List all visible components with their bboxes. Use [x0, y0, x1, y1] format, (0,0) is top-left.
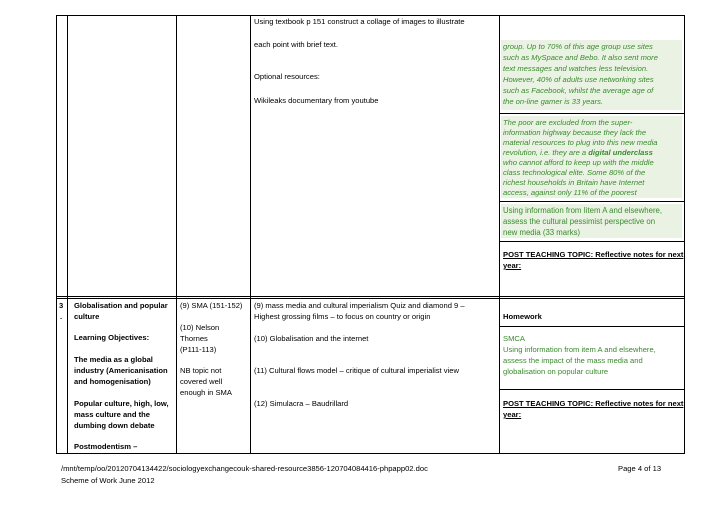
resource-line: Thornes — [180, 334, 208, 343]
resource-line: (10) Nelson — [180, 323, 220, 332]
objective-line: The media as a global — [74, 355, 153, 364]
row2-activity-line: each point with brief text. — [254, 40, 338, 49]
col-line-0 — [56, 15, 57, 454]
row2-resources-label: Optional resources: — [254, 72, 320, 81]
homework-task: globalisation on popular culture — [503, 367, 609, 376]
essay-question-line: assess the cultural pessimist perspective on — [503, 217, 656, 226]
col-line-2 — [176, 15, 177, 454]
essay-question-line: Using information from Iitem A and elsewhere, — [503, 206, 663, 215]
row-number: 3 — [59, 301, 64, 310]
post-teaching-heading: year: — [503, 261, 522, 270]
smca-label: SMCA — [503, 334, 525, 343]
quote-line: the on-line gamer is 33 years. — [503, 97, 604, 106]
row2-resource-item: Wikileaks documentary from youtube — [254, 96, 379, 105]
quote-line: material resources to plug into this new media — [503, 138, 658, 147]
post-teaching-heading: POST TEACHING TOPIC: Reflective notes for next — [503, 250, 684, 259]
homework-task: Using information from item A and elsewhere, — [503, 345, 656, 354]
footer-scheme-title: Scheme of Work June 2012 — [61, 476, 155, 485]
row-divider — [56, 296, 684, 297]
quote-line: The poor are excluded from the super- — [503, 118, 633, 127]
objective-line: and homogenisation) — [74, 377, 151, 386]
objective-line: Postmodentism – — [74, 442, 138, 451]
col5-divider — [499, 201, 684, 202]
quote-line: such as MySpace and Bebo. It also sent more — [503, 53, 658, 62]
table-bottom-border — [56, 453, 684, 454]
resource-note: enough in SMA — [180, 388, 232, 397]
post-teaching-heading: POST TEACHING TOPIC: Reflective notes for next — [503, 399, 684, 408]
quote-text: revolution, i.e. they are a — [503, 148, 589, 157]
quote-line: However, 40% of adults use networking sites — [503, 75, 654, 84]
post-teaching-heading: year: — [503, 410, 522, 419]
lesson-activity: (12) Simulacra – Baudrillard — [254, 399, 349, 408]
homework-label: Homework — [503, 312, 542, 321]
resource-note: NB topic not — [180, 366, 222, 375]
objective-line: mass culture and the — [74, 410, 150, 419]
col5-divider — [499, 113, 684, 114]
quote-line: who cannot afford to keep up with the middle — [503, 158, 654, 167]
quote-line: group. Up to 70% of this age group use sites — [503, 42, 653, 51]
objective-line: Popular culture, high, low, — [74, 399, 169, 408]
lesson-activity: (10) Globalisation and the internet — [254, 334, 369, 343]
quote-line: text messages and watches less television. — [503, 64, 649, 73]
topic-title: culture — [74, 312, 100, 321]
quote-line: class technological elite. Some 80% of the — [503, 168, 646, 177]
resource-note: covered well — [180, 377, 223, 386]
lesson-activity: Highest grossing films – to focus on country or origin — [254, 312, 431, 321]
quote-line: richest households in Britain have Internet — [503, 178, 645, 187]
topic-title: Globalisation and popular — [74, 301, 168, 310]
resource-line: (P111-113) — [180, 345, 217, 354]
row2-activity-line: Using textbook p 151 construct a collage of images to illustrate — [254, 17, 465, 26]
col5-divider — [499, 241, 684, 242]
quote-line: such as Facebook, whilst the average age of — [503, 86, 654, 95]
row-divider-2 — [56, 298, 684, 299]
col-line-1 — [67, 15, 68, 454]
footer-page-number: Page 4 of 13 — [618, 464, 662, 473]
col5-divider — [499, 326, 684, 327]
col-line-5 — [684, 15, 685, 454]
essay-question-line: new media (33 marks) — [503, 228, 581, 237]
col5-divider — [499, 389, 684, 390]
col-line-3 — [250, 15, 251, 454]
lesson-activity: (9) mass media and cultural imperialism Quiz and diamond 9 – — [254, 301, 465, 310]
learning-objectives-label: Learning Objectives: — [74, 333, 150, 342]
digital-underclass-term: digital underclass — [588, 148, 653, 157]
row-number-dot: . — [60, 312, 63, 321]
homework-task: assess the impact of the mass media and — [503, 356, 643, 365]
resource-line: (9) SMA (151-152) — [180, 301, 243, 310]
lesson-activity: (11) Cultural flows model – critique of cultural imperialist view — [254, 366, 459, 375]
quote-line: information highway because they lack the — [503, 128, 647, 137]
footer-file-path: /mnt/temp/oo/20120704134422/sociologyexchangecouk-shared-resource3856-120704084416-phpapp02.doc — [61, 464, 428, 473]
quote-line: access, against only 11% of the poorest — [503, 188, 637, 197]
objective-line: dumbing down debate — [74, 421, 155, 430]
objective-line: industry (Americanisation — [74, 366, 168, 375]
